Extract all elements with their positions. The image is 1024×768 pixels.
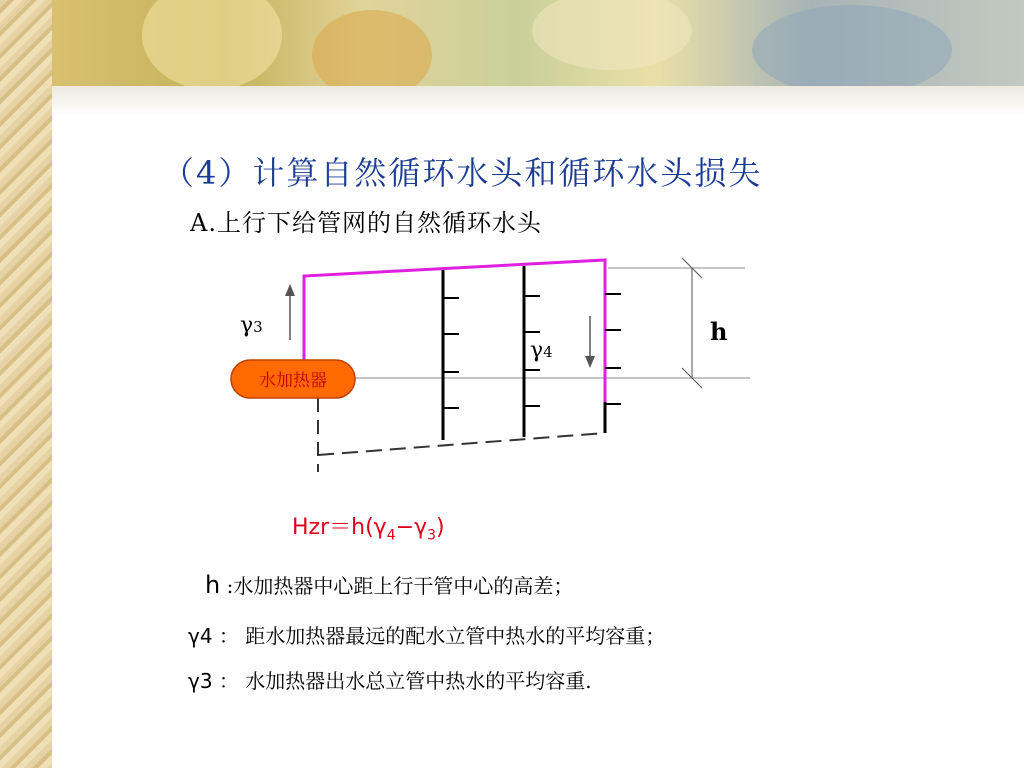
gamma4-arrowhead-icon (585, 356, 595, 368)
formula-gamma4-sub: 4 (386, 527, 396, 544)
section-subheading: A.上行下给管网的自然循环水头 (190, 209, 542, 237)
definition-h-symbol: h (205, 571, 221, 599)
formula-gamma3: γ (414, 515, 428, 540)
definition-gamma4 (188, 620, 665, 649)
gamma3-label: γ3 (240, 313, 263, 338)
definition-gamma4-symbol: γ4 (188, 624, 213, 648)
water-heater-label: 水加热器 (259, 371, 327, 391)
definition-gamma3 (188, 665, 592, 694)
definition-gamma3-text: ： 水加热器出水总立管中热水的平均容重. (212, 669, 592, 693)
formula (292, 510, 445, 543)
riser-1-branches (443, 298, 459, 408)
formula-minus: − (395, 515, 415, 540)
formula-close: ) (436, 515, 445, 540)
riser-3-branches (605, 294, 621, 404)
definition-gamma4-text: ： 距水加热器最远的配水立管中热水的平均容重； (212, 624, 666, 648)
h-label: h (710, 317, 728, 346)
formula-gamma3-sub: 3 (427, 527, 437, 544)
definition-h-text: :水加热器中心距上行干管中心的高差； (220, 574, 574, 598)
formula-lhs: Hzr＝h( (292, 515, 374, 540)
gamma3-arrowhead-icon (285, 284, 295, 296)
definition-gamma3-symbol: γ3 (188, 669, 213, 693)
gamma4-label: γ4 (530, 338, 553, 363)
return-main-pipe (318, 433, 605, 455)
definition-h (205, 570, 573, 599)
formula-gamma4: γ (373, 515, 387, 540)
section-heading: （4）计算自然循环水头和循环水头损失 (162, 154, 763, 192)
